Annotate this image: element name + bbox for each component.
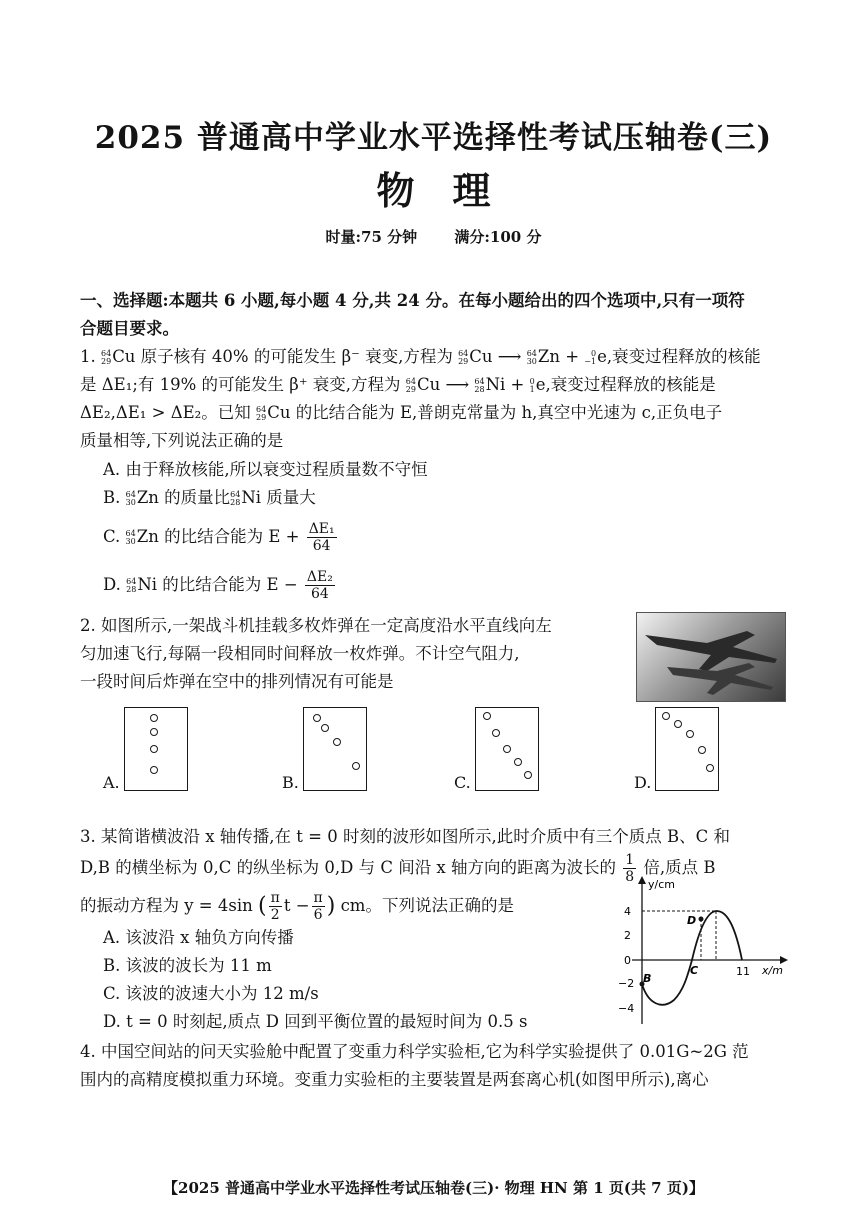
y-axis-label: y/cm [648, 878, 675, 891]
q4-line2: 围内的高精度模拟重力环境。变重力实验柜的主要装置是两套离心机(如图甲所示),离心 [80, 1070, 709, 1089]
q4-line1: 4. 中国空间站的问天实验舱中配置了变重力科学实验柜,它为科学实验提供了 0.01G~2G 范 [80, 1042, 749, 1061]
bomb [352, 762, 360, 770]
y-tick-2: 2 [624, 929, 631, 942]
q1-option-d: D. 64 28 Ni 的比结合能为 E − $\frac{\text{ΔE₂}}{64}$ [103, 569, 333, 602]
q2-option-c-box [475, 707, 539, 791]
bomb [492, 729, 500, 737]
q2-option-b-box [303, 707, 367, 791]
q1-line2: 是 ΔE₁;有 19% 的可能发生 β⁺ 衰变,方程为 64 29 Cu ⟶ 64 28 Ni + 0 1 e,衰变过程释放的核能是 [80, 375, 716, 394]
iso-positron: 0 1 [529, 376, 535, 394]
section-instructions-line1: 一、选择题:本题共 6 小题,每小题 4 分,共 24 分。在每小题给出的四个选项中,只有一项符 [80, 291, 745, 310]
y-tick-neg4: −4 [618, 1002, 635, 1015]
iso-zn: 64 30 [526, 348, 537, 366]
iso-zn: 64 30 [125, 489, 136, 507]
iso-electron: 0 −1 [584, 348, 597, 366]
q1-number: 1. [80, 347, 96, 366]
bomb [662, 712, 670, 720]
q1-line4: 质量相等,下列说法正确的是 [80, 431, 284, 450]
bomb [150, 766, 158, 774]
point-d-marker [699, 917, 704, 922]
x-axis-label: x/m [762, 964, 783, 977]
q2-option-c-label: C. [454, 773, 471, 792]
q2-line2: 匀加速飞行,每隔一段相同时间释放一枚炸弹。不计空气阻力, [80, 644, 520, 663]
q2-option-a-label: A. [103, 773, 120, 792]
q2-option-d-box [655, 707, 719, 791]
bomb [313, 714, 321, 722]
iso-ni: 64 28 [474, 376, 485, 394]
q2-option-d-label: D. [634, 773, 652, 792]
iso-cu: 64 29 [458, 348, 469, 366]
bomb [698, 746, 706, 754]
subject-title: 物理 [376, 168, 529, 213]
bomb [150, 728, 158, 736]
point-d-label: D [687, 914, 697, 927]
q3-option-b: B. 该波的波长为 11 m [103, 956, 272, 975]
iso-cu: 64 29 [405, 376, 416, 394]
exam-title: 2025 普通高中学业水平选择性考试压轴卷(三) [94, 120, 773, 156]
fraction: $\frac{\pi}{2}$ [270, 890, 280, 923]
fraction: $\frac{1}{8}$ [625, 852, 635, 885]
bomb [524, 771, 532, 779]
exam-score: 满分:100 分 [454, 228, 542, 246]
fraction: $\frac{\pi}{6}$ [313, 890, 323, 923]
bomb [706, 764, 714, 772]
fraction: $\frac{\text{ΔE₁}}{64}$ [308, 521, 335, 554]
y-tick-0: 0 [624, 954, 631, 967]
point-c-label: C [690, 964, 699, 977]
y-axis-arrow-icon [638, 876, 646, 884]
bomb [686, 730, 694, 738]
y-tick-4: 4 [624, 905, 631, 918]
q1-line1: 1. 64 29 Cu 原子核有 40% 的可能发生 β⁻ 衰变,方程为 64 29 Cu ⟶ 64 30 Zn + 0 −1 e,衰变过程释放的核能 [80, 347, 761, 366]
exam-meta [0, 226, 867, 247]
q2-line1: 2. 如图所示,一架战斗机挂载多枚炸弹在一定高度沿水平直线向左 [80, 616, 552, 635]
q1-option-a: A. 由于释放核能,所以衰变过程质量数不守恒 [103, 460, 428, 479]
iso-ni: 64 28 [230, 489, 241, 507]
bomb [503, 745, 511, 753]
bomb [483, 712, 491, 720]
q1-option-c: C. 64 30 Zn 的比结合能为 E + $\frac{\text{ΔE₁}}{64}$ [103, 521, 335, 554]
q2-line3: 一段时间后炸弹在空中的排列情况有可能是 [80, 672, 394, 691]
iso-cu: 64 29 [101, 348, 112, 366]
q3-option-d: D. t = 0 时刻起,质点 D 回到平衡位置的最短时间为 0.5 s [103, 1012, 528, 1031]
iso-ni: 64 28 [126, 576, 137, 594]
q1-line3: ΔE₂,ΔE₁ > ΔE₂。已知 64 29 Cu 的比结合能为 E,普朗克常量为 h,真空中光速为 c,正负电子 [80, 403, 723, 422]
bomb [333, 738, 341, 746]
q1-option-b: B. 64 30 Zn 的质量比 64 28 Ni 质量大 [103, 488, 316, 507]
q2-option-a-box [124, 707, 188, 791]
q2-option-b-label: B. [282, 773, 299, 792]
jet-icon [637, 613, 785, 701]
bomb [150, 745, 158, 753]
bomb [321, 724, 329, 732]
q3-option-c: C. 该波的波速大小为 12 m/s [103, 984, 319, 1003]
exam-time: 时量:75 分钟 [325, 228, 418, 246]
q3-wave-graph [612, 874, 792, 1034]
iso-cu: 64 29 [256, 404, 267, 422]
iso-zn: 64 30 [125, 528, 136, 546]
bomb [674, 720, 682, 728]
q3-line1: 3. 某简谐横波沿 x 轴传播,在 t = 0 时刻的波形如图所示,此时介质中有三个质点 B、C 和 [80, 827, 730, 846]
fraction: $\frac{\text{ΔE₂}}{64}$ [306, 569, 333, 602]
q3-line2: D,B 的横坐标为 0,C 的纵坐标为 0,D 与 C 间沿 x 轴方向的距离为波长的 $\frac{1}{8}$ 倍,质点 B [80, 852, 716, 885]
q3-line3: 的振动方程为 y = 4sin ( $\frac{\pi}{2}$ t − $\frac{\pi}{6}$ ) cm。下列说法正确的是 [80, 890, 514, 923]
x-axis-arrow-icon [780, 956, 788, 964]
bomb [514, 758, 522, 766]
point-b-label: B [643, 972, 652, 985]
fighter-jet-photo [636, 612, 786, 702]
page-footer: 【2025 普通高中学业水平选择性考试压轴卷(三)· 物理 HN 第 1 页(共 7 页)】 [163, 1179, 704, 1197]
section-instructions-line2: 合题目要求。 [80, 319, 179, 338]
bomb [150, 714, 158, 722]
y-tick-neg2: −2 [618, 977, 635, 990]
x-tick-11: 11 [736, 965, 750, 978]
q3-option-a: A. 该波沿 x 轴负方向传播 [103, 928, 294, 947]
